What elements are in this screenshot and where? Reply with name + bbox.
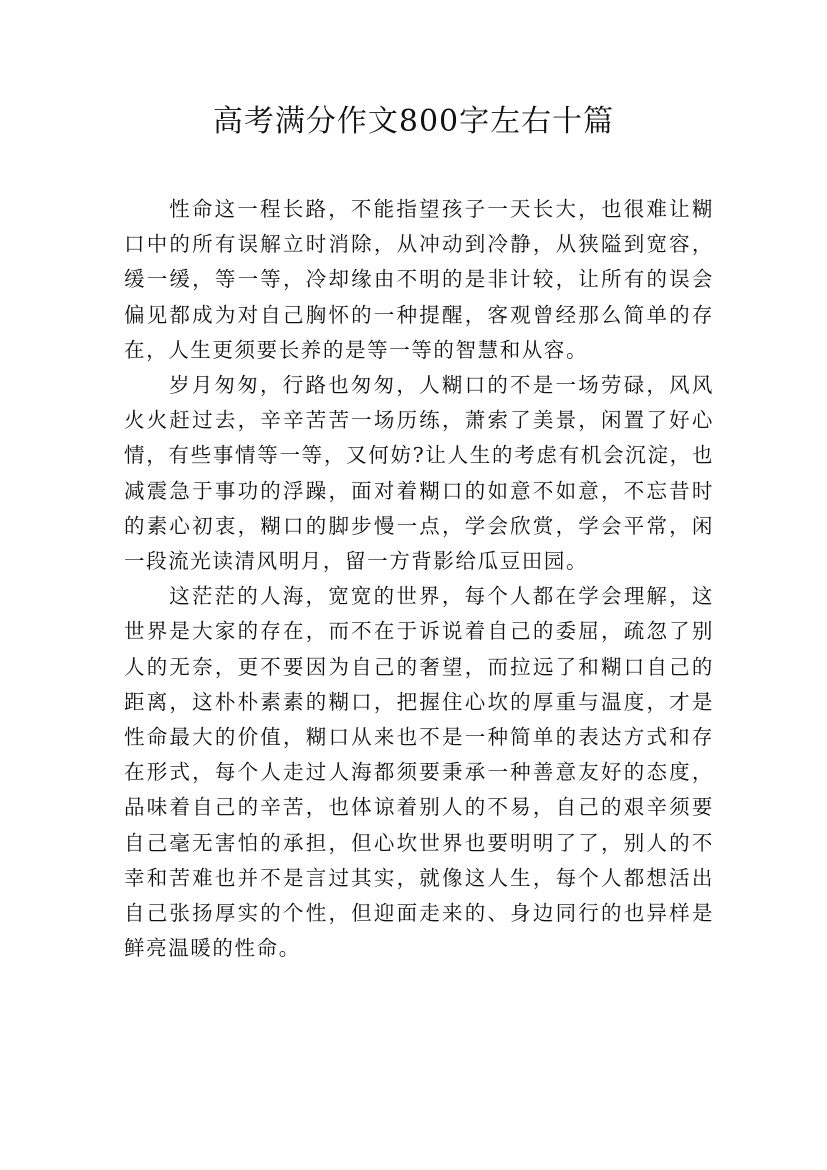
paragraph-2: 岁月匆匆，行路也匆匆，人糊口的不是一场劳碌，风风火火赶过去，辛辛苦苦一场历练，萧索了美景，闲置了好心情，有些事情等一等，又何妨?让人生的考虑有机会沉淀，也减震急于事功的浮躁，面对着糊口的如意不如意，不忘昔时的素心初衷，糊口的脚步慢一点，学会欣赏，学会平常，闲一段流光读清风明月，留一方背影给瓜豆田园。 (124, 373, 714, 574)
paragraph-1: 性命这一程长路，不能指望孩子一天长大，也很难让糊口中的所有误解立时消除，从冲动到冷静，从狭隘到宽容，缓一缓，等一等，冷却缘由不明的是非计较，让所有的误会偏见都成为对自己胸怀的一种提醒，客观曾经那么简单的存在，人生更须要长养的是等一等的智慧和从容。 (124, 197, 714, 362)
document-body (124, 192, 714, 966)
document-title: 高考满分作文800字左右十篇 (212, 104, 615, 139)
paragraph-3: 这茫茫的人海，宽宽的世界，每个人都在学会理解，这世界是大家的存在，而不在于诉说着自己的委屈，疏忽了别人的无奈，更不要因为自己的奢望，而拉远了和糊口自己的距离，这朴朴素素的糊口，把握住心坎的厚重与温度，才是性命最大的价值，糊口从来也不是一种简单的表达方式和存在形式，每个人走过人海都须要秉承一种善意友好的态度，品味着自己的辛苦，也体谅着别人的不易，自己的艰辛须要自己毫无害怕的承担，但心坎世界也要明明了了，别人的不幸和苦难也并不是言过其实，就像这人生，每个人都想活出自己张扬厚实的个性，但迎面走来的、身边同行的也异样是鲜亮温暖的性命。 (124, 584, 714, 961)
